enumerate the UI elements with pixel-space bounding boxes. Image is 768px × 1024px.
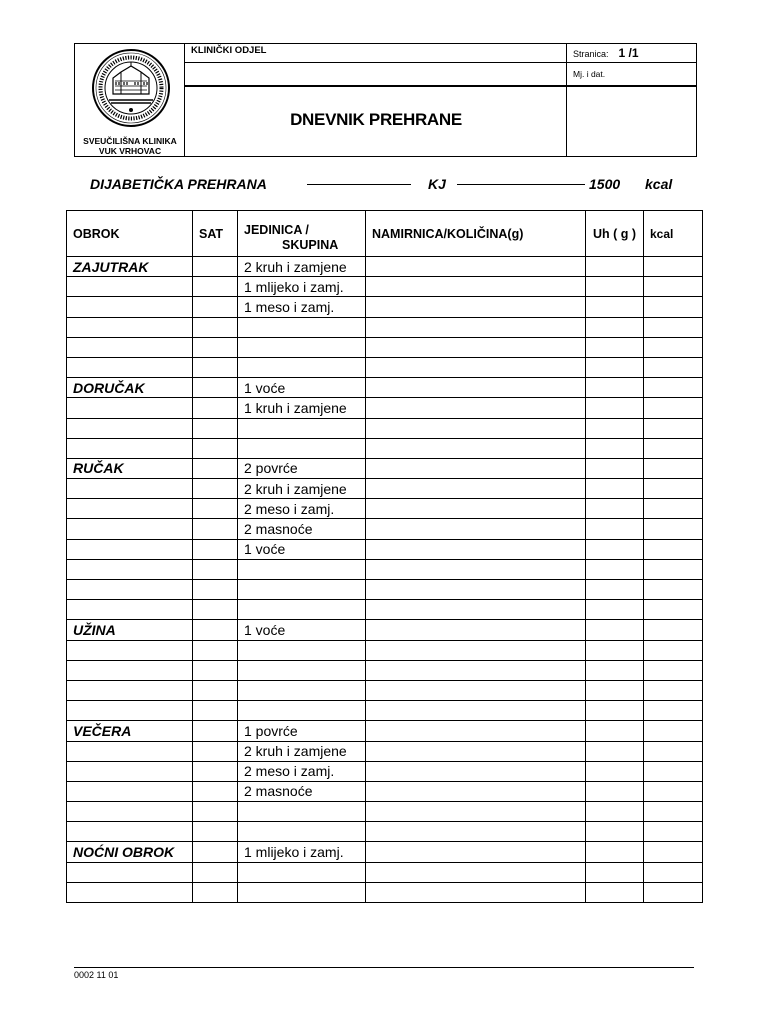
table-row [67,721,703,741]
meal-cell [67,862,193,882]
meal-cell [67,600,193,620]
table-row [67,802,703,822]
carbs-cell[interactable] [586,357,644,377]
table-row [67,680,703,700]
footer-rule [74,967,694,968]
table-row [67,600,703,620]
food-cell[interactable] [366,519,586,539]
meal-cell [67,418,193,438]
table-row [67,479,703,499]
title-cell [185,87,567,156]
col-header-time: SAT [193,211,238,257]
time-cell[interactable] [193,842,238,862]
kcal-cell[interactable] [644,499,703,519]
time-cell[interactable] [193,519,238,539]
kcal-cell[interactable] [644,620,703,640]
table-row [67,862,703,882]
meal-cell [67,499,193,519]
food-cell[interactable] [366,741,586,761]
meal-cell: DORUČAK [67,378,193,398]
meal-cell [67,580,193,600]
carbs-cell[interactable] [586,378,644,398]
date-field[interactable] [567,63,696,87]
time-cell[interactable] [193,378,238,398]
table-row [67,761,703,781]
department-field[interactable] [185,63,567,87]
time-cell[interactable] [193,640,238,660]
time-cell[interactable] [193,257,238,277]
carbs-cell[interactable] [586,580,644,600]
unit-cell: 1 mlijeko i zamj. [238,842,366,862]
unit-cell: 1 meso i zamj. [238,297,366,317]
time-cell[interactable] [193,721,238,741]
table-row [67,620,703,640]
carbs-cell[interactable] [586,398,644,418]
kcal-cell[interactable] [644,640,703,660]
kcal-cell[interactable] [644,438,703,458]
food-cell[interactable] [366,357,586,377]
time-cell[interactable] [193,802,238,822]
food-cell[interactable] [366,297,586,317]
carbs-cell[interactable] [586,257,644,277]
col-header-unit [238,211,366,257]
table-row [67,297,703,317]
kcal-cell[interactable] [644,418,703,438]
kcal-cell[interactable] [644,741,703,761]
food-cell[interactable] [366,600,586,620]
time-cell[interactable] [193,761,238,781]
time-cell[interactable] [193,539,238,559]
carbs-cell[interactable] [586,499,644,519]
meal-cell [67,559,193,579]
kcal-cell[interactable] [644,600,703,620]
time-cell[interactable] [193,357,238,377]
food-cell[interactable] [366,761,586,781]
kcal-cell[interactable] [644,337,703,357]
meal-cell [67,519,193,539]
table-row [67,701,703,721]
kcal-cell[interactable] [644,781,703,801]
kcal-cell[interactable] [644,378,703,398]
unit-cell [238,600,366,620]
meal-cell [67,539,193,559]
col-header-carbs: Uh ( g ) [586,211,644,257]
table-row [67,640,703,660]
unit-cell: 2 meso i zamj. [238,499,366,519]
unit-cell: 1 voće [238,378,366,398]
food-cell[interactable] [366,378,586,398]
meal-cell [67,277,193,297]
meal-cell [67,701,193,721]
date-label: Mj. i dat. [573,69,606,79]
table-row [67,660,703,680]
page-label: Stranica: [573,49,609,59]
meal-cell [67,761,193,781]
form-code: 0002 11 01 [74,970,119,980]
diet-summary [0,176,768,196]
carbs-cell[interactable] [586,297,644,317]
kcal-cell[interactable] [644,761,703,781]
kcal-cell[interactable] [644,660,703,680]
meal-log-table [66,210,703,903]
food-cell[interactable] [366,337,586,357]
time-cell[interactable] [193,741,238,761]
unit-cell [238,559,366,579]
unit-cell [238,822,366,842]
unit-cell [238,357,366,377]
unit-cell: 2 meso i zamj. [238,761,366,781]
unit-cell [238,580,366,600]
logo-cell [75,44,185,156]
meal-cell [67,357,193,377]
meal-cell [67,882,193,902]
diet-blank-line[interactable] [307,184,411,185]
table-row [67,317,703,337]
meal-cell [67,660,193,680]
kcal-cell[interactable] [644,802,703,822]
table-row [67,337,703,357]
table-row [67,499,703,519]
time-cell[interactable] [193,297,238,317]
table-row [67,257,703,277]
food-cell[interactable] [366,418,586,438]
food-cell[interactable] [366,701,586,721]
time-cell[interactable] [193,337,238,357]
food-cell[interactable] [366,317,586,337]
food-cell[interactable] [366,458,586,478]
carbs-cell[interactable] [586,741,644,761]
table-row [67,277,703,297]
unit-cell: 2 masnoće [238,519,366,539]
food-cell[interactable] [366,862,586,882]
unit-cell: 2 kruh i zamjene [238,479,366,499]
kcal-cell[interactable] [644,479,703,499]
meal-cell [67,398,193,418]
kcal-unit: kcal [645,176,673,192]
time-cell[interactable] [193,418,238,438]
kcal-cell[interactable] [644,580,703,600]
food-cell[interactable] [366,580,586,600]
carbs-cell[interactable] [586,438,644,458]
unit-cell [238,882,366,902]
unit-cell [238,660,366,680]
col-header-food: NAMIRNICA/KOLIČINA(g) [366,211,586,257]
table-row [67,398,703,418]
table-row [67,438,703,458]
institution-name: SVEUČILIŠNA KLINIKA VUK VRHOVAC [83,136,177,156]
carbs-cell[interactable] [586,882,644,902]
kcal-cell[interactable] [644,519,703,539]
food-cell[interactable] [366,620,586,640]
food-cell[interactable] [366,802,586,822]
carbs-cell[interactable] [586,822,644,842]
unit-cell [238,680,366,700]
table-row [67,418,703,438]
carbs-cell[interactable] [586,317,644,337]
table-row [67,357,703,377]
kcal-cell[interactable] [644,559,703,579]
food-cell[interactable] [366,438,586,458]
kcal-cell[interactable] [644,842,703,862]
page-value: 1 /1 [618,46,639,60]
table-row [67,539,703,559]
meal-cell: RUČAK [67,458,193,478]
kcal-cell[interactable] [644,317,703,337]
table-row [67,781,703,801]
time-cell[interactable] [193,680,238,700]
carbs-cell[interactable] [586,337,644,357]
food-cell[interactable] [366,559,586,579]
meal-cell [67,781,193,801]
unit-cell: 2 kruh i zamjene [238,257,366,277]
unit-cell: 2 masnoće [238,781,366,801]
time-cell[interactable] [193,317,238,337]
carbs-cell[interactable] [586,640,644,660]
carbs-cell[interactable] [586,620,644,640]
carbs-cell[interactable] [586,781,644,801]
kcal-cell[interactable] [644,882,703,902]
unit-cell [238,640,366,660]
meal-cell [67,438,193,458]
kcal-value: 1500 [589,176,621,192]
unit-cell [238,337,366,357]
unit-cell [238,862,366,882]
time-cell[interactable] [193,438,238,458]
food-cell[interactable] [366,539,586,559]
time-cell[interactable] [193,862,238,882]
department-label: KLINIČKI ODJEL [185,44,567,63]
table-row [67,741,703,761]
form-header [74,43,697,157]
carbs-cell[interactable] [586,519,644,539]
table-row [67,378,703,398]
carbs-cell[interactable] [586,660,644,680]
time-cell[interactable] [193,620,238,640]
unit-cell: 1 mlijeko i zamj. [238,277,366,297]
carbs-cell[interactable] [586,721,644,741]
table-row [67,458,703,478]
carbs-cell[interactable] [586,862,644,882]
unit-cell: 1 voće [238,539,366,559]
kcal-cell[interactable] [644,277,703,297]
table-row [67,519,703,539]
food-cell[interactable] [366,721,586,741]
food-cell[interactable] [366,398,586,418]
time-cell[interactable] [193,822,238,842]
food-cell[interactable] [366,277,586,297]
meal-cell [67,297,193,317]
time-cell[interactable] [193,559,238,579]
kcal-cell[interactable] [644,257,703,277]
table-row [67,580,703,600]
meal-cell: UŽINA [67,620,193,640]
kj-blank-line[interactable] [457,184,585,185]
kcal-cell[interactable] [644,398,703,418]
kcal-cell[interactable] [644,297,703,317]
time-cell[interactable] [193,458,238,478]
meal-cell [67,802,193,822]
table-row [67,882,703,902]
meal-cell: ZAJUTRAK [67,257,193,277]
carbs-cell[interactable] [586,600,644,620]
carbs-cell[interactable] [586,458,644,478]
table-row [67,559,703,579]
time-cell[interactable] [193,499,238,519]
food-cell[interactable] [366,640,586,660]
col-header-kcal: kcal [644,211,703,257]
food-cell[interactable] [366,882,586,902]
time-cell[interactable] [193,479,238,499]
carbs-cell[interactable] [586,539,644,559]
carbs-cell[interactable] [586,418,644,438]
carbs-cell[interactable] [586,701,644,721]
food-cell[interactable] [366,499,586,519]
food-cell[interactable] [366,781,586,801]
unit-cell: 1 povrće [238,721,366,741]
time-cell[interactable] [193,701,238,721]
kcal-cell[interactable] [644,539,703,559]
time-cell[interactable] [193,781,238,801]
carbs-cell[interactable] [586,559,644,579]
food-cell[interactable] [366,257,586,277]
table-header-row [67,211,703,257]
unit-cell [238,418,366,438]
unit-cell [238,802,366,822]
time-cell[interactable] [193,882,238,902]
signature-field[interactable] [567,87,696,156]
meal-cell: NOĆNI OBROK [67,842,193,862]
unit-cell: 1 voće [238,620,366,640]
food-cell[interactable] [366,842,586,862]
meal-cell [67,317,193,337]
diet-name: DIJABETIČKA PREHRANA [90,176,267,192]
kcal-cell[interactable] [644,721,703,741]
meal-cell: VEČERA [67,721,193,741]
kcal-cell[interactable] [644,357,703,377]
kj-label: KJ [428,176,446,192]
time-cell[interactable] [193,580,238,600]
unit-cell [238,317,366,337]
kcal-cell[interactable] [644,701,703,721]
table-row [67,822,703,842]
unit-cell: 2 kruh i zamjene [238,741,366,761]
time-cell[interactable] [193,398,238,418]
unit-cell [238,701,366,721]
page-number-cell [567,44,696,63]
carbs-cell[interactable] [586,277,644,297]
food-cell[interactable] [366,680,586,700]
time-cell[interactable] [193,600,238,620]
kcal-cell[interactable] [644,680,703,700]
kcal-cell[interactable] [644,458,703,478]
meal-cell [67,479,193,499]
carbs-cell[interactable] [586,842,644,862]
col-header-unit-line1: JEDINICA / [244,222,309,237]
meal-cell [67,822,193,842]
document-title: DNEVNIK PREHRANE [290,110,462,129]
carbs-cell[interactable] [586,761,644,781]
unit-cell: 2 povrće [238,458,366,478]
unit-cell [238,438,366,458]
kcal-cell[interactable] [644,862,703,882]
unit-cell: 1 kruh i zamjene [238,398,366,418]
carbs-cell[interactable] [586,680,644,700]
carbs-cell[interactable] [586,479,644,499]
kcal-cell[interactable] [644,822,703,842]
table-row [67,842,703,862]
university-seal-icon [91,48,171,128]
meal-cell [67,640,193,660]
meal-cell [67,680,193,700]
carbs-cell[interactable] [586,802,644,822]
col-header-meal: OBROK [67,211,193,257]
food-cell[interactable] [366,660,586,680]
meal-cell [67,337,193,357]
food-cell[interactable] [366,822,586,842]
col-header-unit-line2: SKUPINA [282,237,339,252]
time-cell[interactable] [193,277,238,297]
time-cell[interactable] [193,660,238,680]
meal-cell [67,741,193,761]
food-cell[interactable] [366,479,586,499]
